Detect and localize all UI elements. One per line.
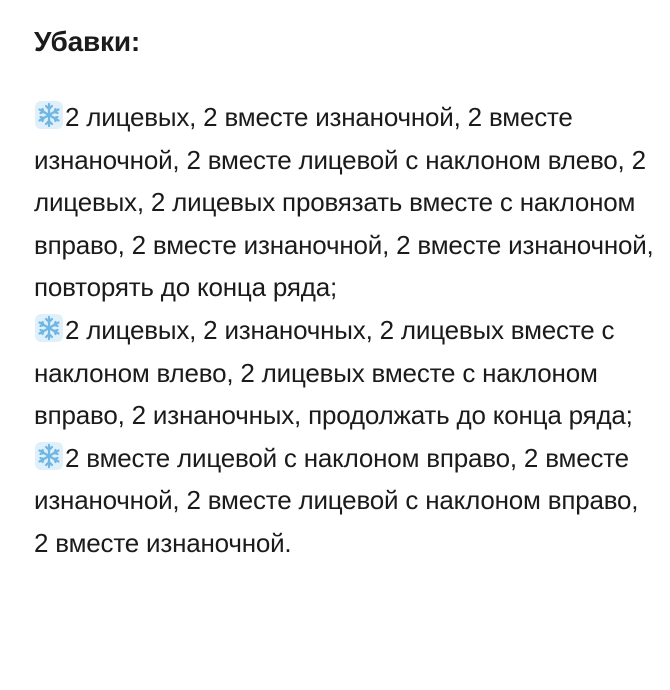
post-content (34, 22, 654, 565)
instruction-text-1: 2 лицевых, 2 вместе изнаночной, 2 вместе изнаночной, 2 вместе лицевой с наклоном влево, 2 лицевых, 2 лицевых провязать вместе с наклоном вправо, 2 вместе изнаночной, 2 вместе изнаночной, повторять до конца ряда; (34, 102, 654, 303)
instruction-text-3: 2 вместе лицевой с наклоном вправо, 2 вместе изнаночной, 2 вместе лицевой с наклоном вправо, 2 вместе изнаночной. (34, 442, 639, 558)
instruction-text-2: 2 лицевых, 2 изнаночных, 2 лицевых вместе с наклоном влево, 2 лицевых вместе с наклоном вправо, 2 изнаночных, продолжать до конца ряда; (34, 314, 633, 431)
snowflake-icon (34, 313, 64, 343)
instruction-paragraph-2 (34, 309, 654, 437)
post-heading: Убавки: (34, 26, 140, 57)
snowflake-icon (34, 441, 64, 471)
snowflake-icon (34, 100, 64, 130)
instruction-paragraph-3 (34, 437, 654, 565)
instruction-paragraph-1 (34, 96, 654, 309)
